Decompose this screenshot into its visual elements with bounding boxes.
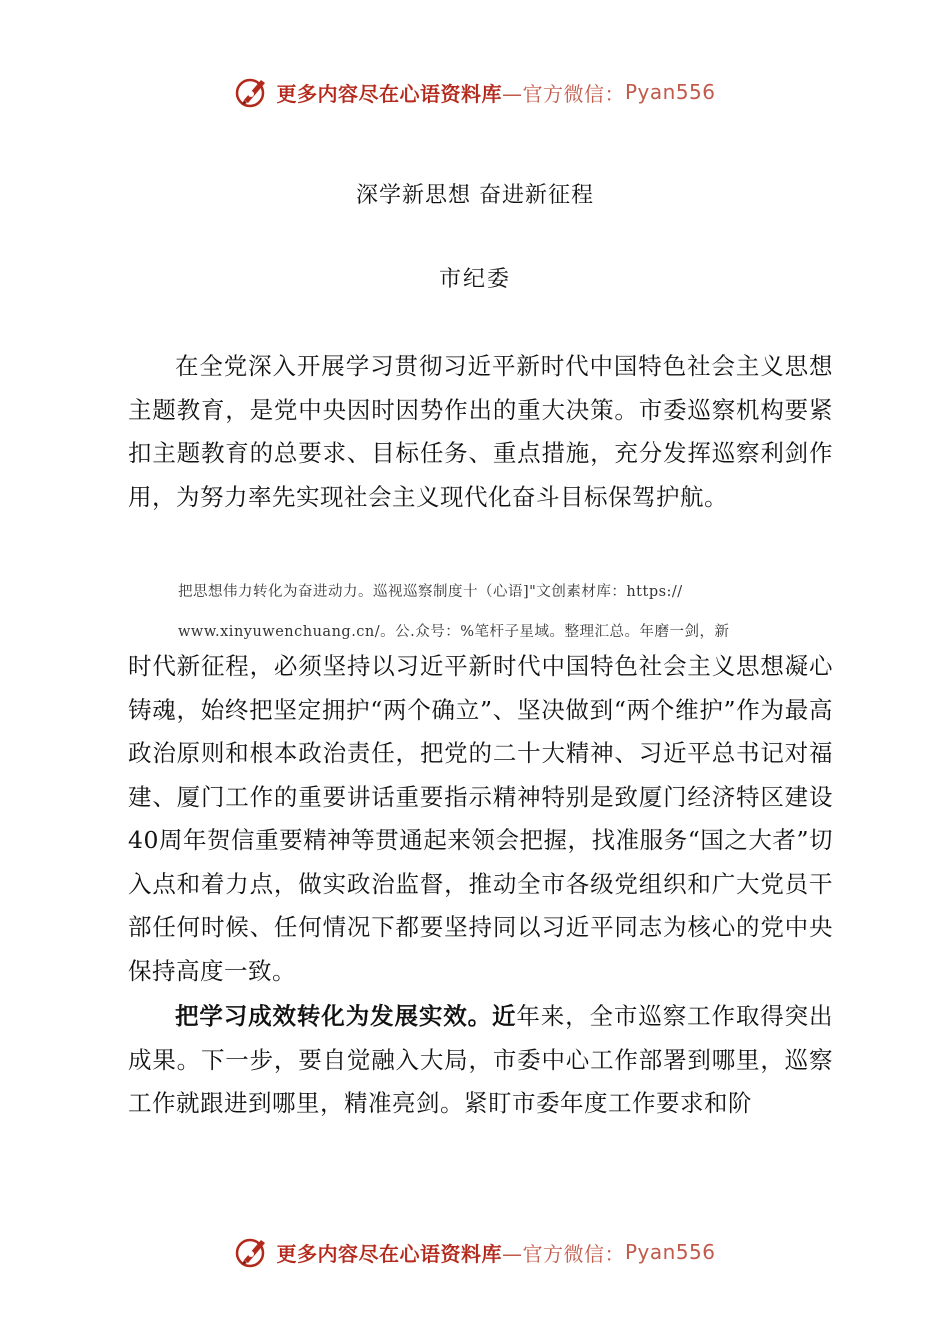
paragraph-2: 时代新征程，必须坚持以习近平新时代中国特色社会主义思想凝心铸魂，始终把坚定拥护“两个确立”、坚决做到“两个维护”作为最高政治原则和根本政治责任，把党的二十大精神、习近平总书记对福建、厦门工作的重要讲话重要指示精神特别是致厦门经济特区建设 40周年贺信重要精神等贯通起来领会把握，找准服务“国之大者”切入点和着力点，做实政治监督，推动全市各级党组织和广大党员干部任何时候、任何情况下都要坚持同以习近平同志为核心的党中央保持高度一致。 [128, 652, 833, 985]
inserted-note-line-2: www.xinyuwenchuang.cn/。公.众号：%笔杆子星域。整理汇总。年磨一剑，新 [178, 624, 730, 640]
paragraph-3-rest: 年来，全市巡察工作取得突出成果。下一步，要自觉融入大局，市委中心工作部署到哪里，巡察工作就跟进到哪里，精准亮剑。紧盯市委年度工作要求和阶 [128, 1002, 834, 1117]
footer-banner-main-text: 更多内容尽在心语资料库 [276, 1241, 502, 1266]
header-banner-main-text: 更多内容尽在心语资料库 [276, 81, 502, 106]
document-author: 市纪委 [438, 267, 511, 292]
pen-logo-icon [234, 74, 270, 110]
footer-banner-id-text: Pyan556 [624, 1240, 716, 1264]
header-watermark-banner [0, 72, 950, 112]
footer-watermark-banner [0, 1232, 950, 1272]
header-banner-separator-text: —官方微信： [501, 81, 625, 106]
paragraph-3-lead: 把学习成效转化为发展实效。近 [175, 1002, 517, 1030]
document-title: 深学新思想 奋进新征程 [356, 183, 594, 208]
inserted-note-line-1: 把思想伟力转化为奋进动力。巡视巡察制度十（心语]"文创素材库：https:// [178, 584, 683, 600]
pen-logo-icon [234, 1234, 270, 1270]
paragraph-1: 在全党深入开展学习贯彻习近平新时代中国特色社会主义思想主题教育，是党中央因时因势作出的重大决策。市委巡察机构要紧扣主题教育的总要求、目标任务、重点措施，充分发挥巡察利剑作用，为努力率先实现社会主义现代化奋斗目标保驾护航。 [128, 352, 833, 511]
paragraph-3 [128, 995, 833, 1126]
header-banner-id-text: Pyan556 [624, 80, 716, 104]
footer-banner-separator-text: —官方微信： [501, 1241, 625, 1266]
